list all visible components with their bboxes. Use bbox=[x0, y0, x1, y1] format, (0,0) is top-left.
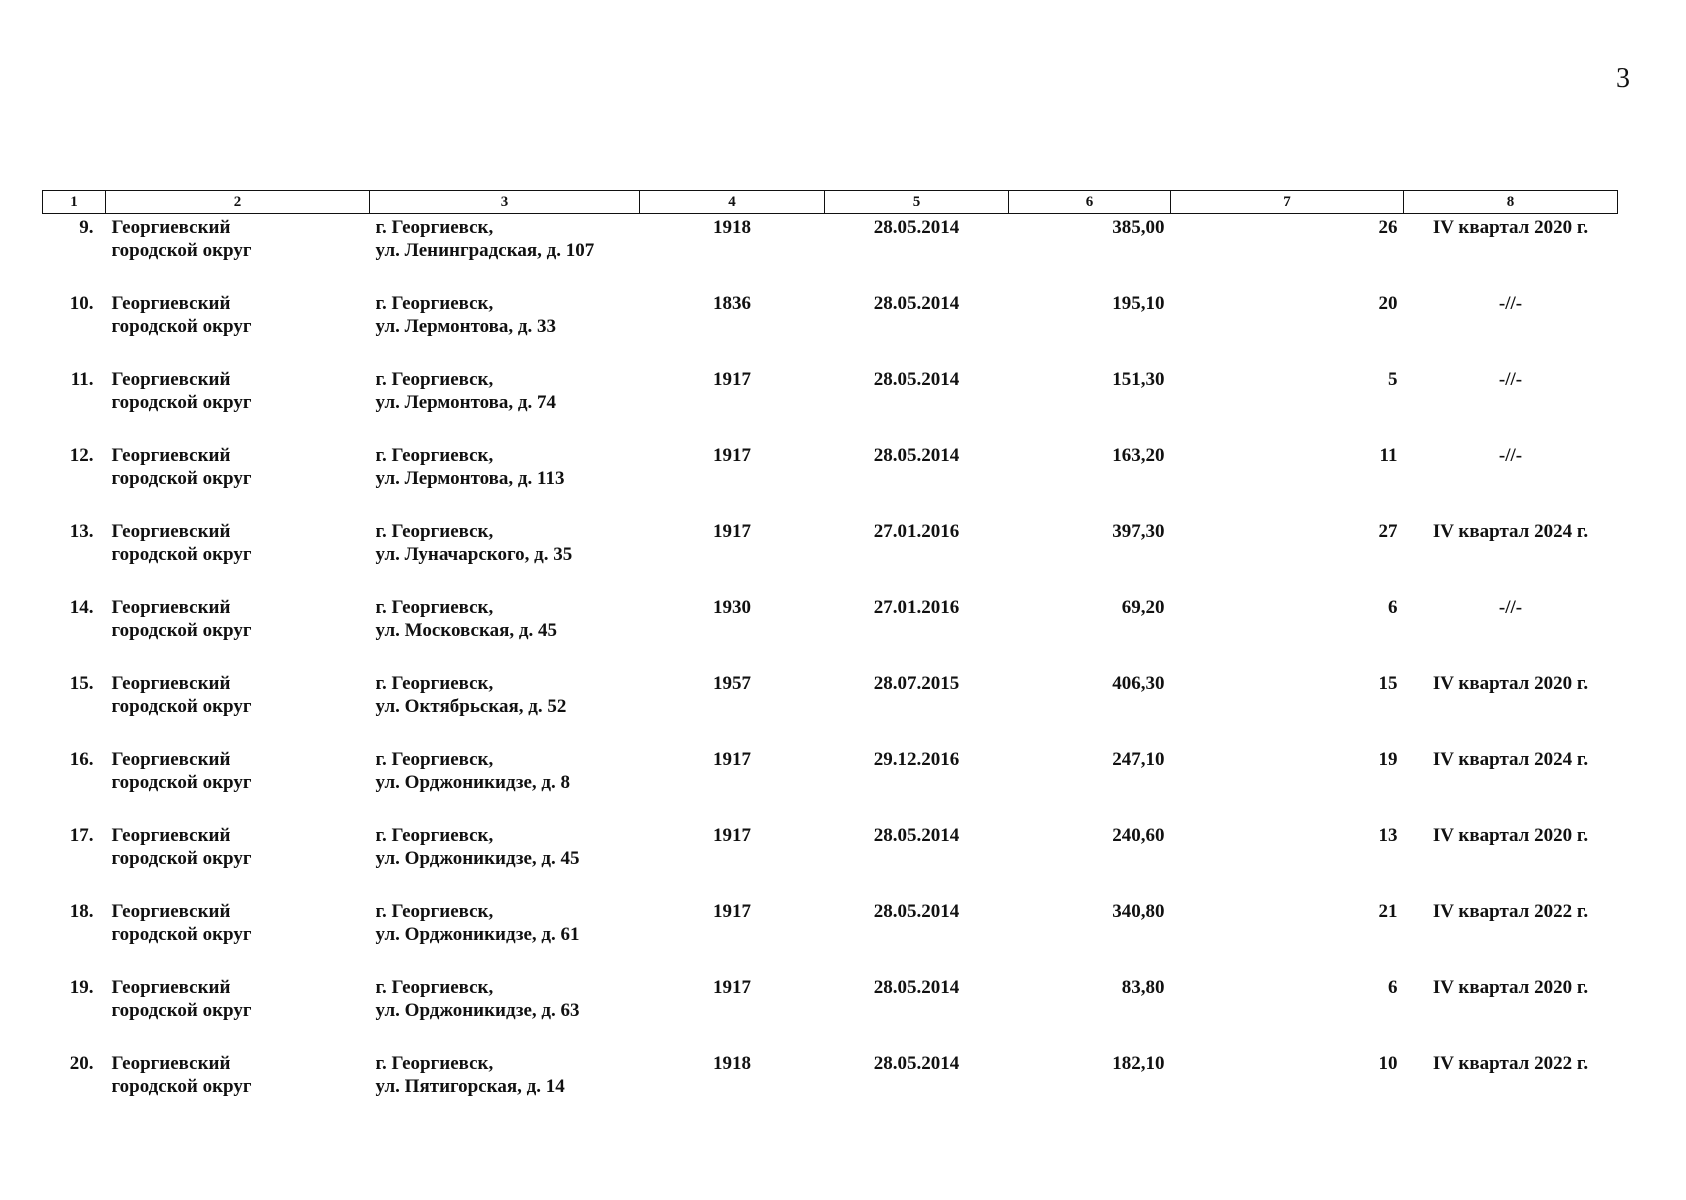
municipality-cell bbox=[106, 214, 370, 291]
table-row bbox=[43, 442, 1618, 518]
row-number: 14. bbox=[69, 597, 94, 618]
header-col-2: 2 bbox=[106, 191, 370, 214]
address-cell bbox=[370, 290, 640, 366]
date-cell: 27.01.2016 bbox=[873, 597, 960, 618]
address-street: ул. Орджоникидзе, д. 45 bbox=[375, 848, 580, 869]
date-cell: 28.05.2014 bbox=[873, 1053, 960, 1074]
deadline-cell: -//- bbox=[1498, 597, 1523, 618]
address-city: г. Георгиевск, bbox=[375, 369, 494, 390]
deadline-cell: -//- bbox=[1498, 293, 1523, 314]
municipality-cell bbox=[106, 746, 370, 822]
header-col-7: 7 bbox=[1171, 191, 1404, 214]
municipality-line: Георгиевский bbox=[111, 673, 231, 694]
address-cell bbox=[370, 442, 640, 518]
deadline-cell: IV квартал 2020 г. bbox=[1432, 825, 1589, 846]
header-col-5: 5 bbox=[825, 191, 1009, 214]
address-street: ул. Орджоникидзе, д. 63 bbox=[375, 1000, 580, 1021]
date-cell: 27.01.2016 bbox=[873, 521, 960, 542]
date-cell: 28.05.2014 bbox=[873, 445, 960, 466]
address-cell bbox=[370, 518, 640, 594]
municipality-line: Георгиевский bbox=[111, 597, 231, 618]
deadline-cell: IV квартал 2024 г. bbox=[1432, 521, 1589, 542]
municipality-line: городской округ bbox=[111, 1076, 252, 1097]
area-cell: 385,00 bbox=[1112, 217, 1165, 238]
count-cell: 21 bbox=[1378, 901, 1398, 922]
municipality-cell bbox=[106, 974, 370, 1050]
address-city: г. Георгиевск, bbox=[375, 293, 494, 314]
year-cell: 1918 bbox=[713, 217, 751, 238]
municipality-line: Георгиевский bbox=[111, 217, 231, 238]
table-row bbox=[43, 898, 1618, 974]
deadline-cell: IV квартал 2020 г. bbox=[1432, 217, 1589, 238]
column-number-header bbox=[43, 191, 1618, 214]
area-cell: 195,10 bbox=[1112, 293, 1165, 314]
municipality-line: Георгиевский bbox=[111, 825, 231, 846]
table-row bbox=[43, 214, 1618, 291]
deadline-cell: IV квартал 2022 г. bbox=[1432, 1053, 1589, 1074]
municipality-line: городской округ bbox=[111, 696, 252, 717]
date-cell: 28.05.2014 bbox=[873, 369, 960, 390]
year-cell: 1918 bbox=[713, 1053, 751, 1074]
municipality-line: Георгиевский bbox=[111, 1053, 231, 1074]
municipality-cell bbox=[106, 518, 370, 594]
area-cell: 69,20 bbox=[1121, 597, 1165, 618]
area-cell: 340,80 bbox=[1112, 901, 1165, 922]
area-cell: 397,30 bbox=[1112, 521, 1165, 542]
municipality-line: городской округ bbox=[111, 924, 252, 945]
header-col-6: 6 bbox=[1009, 191, 1171, 214]
year-cell: 1917 bbox=[713, 825, 751, 846]
date-cell: 28.05.2014 bbox=[873, 977, 960, 998]
address-city: г. Георгиевск, bbox=[375, 977, 494, 998]
area-cell: 151,30 bbox=[1112, 369, 1165, 390]
area-cell: 83,80 bbox=[1121, 977, 1165, 998]
area-cell: 247,10 bbox=[1112, 749, 1165, 770]
address-cell bbox=[370, 746, 640, 822]
address-cell bbox=[370, 670, 640, 746]
address-street: ул. Орджоникидзе, д. 61 bbox=[375, 924, 580, 945]
count-cell: 26 bbox=[1378, 217, 1398, 238]
municipality-line: городской округ bbox=[111, 240, 252, 261]
row-number: 13. bbox=[69, 521, 94, 542]
row-number: 16. bbox=[69, 749, 94, 770]
address-street: ул. Орджоникидзе, д. 8 bbox=[375, 772, 571, 793]
address-street: ул. Пятигорская, д. 14 bbox=[375, 1076, 565, 1097]
address-city: г. Георгиевск, bbox=[375, 521, 494, 542]
address-city: г. Георгиевск, bbox=[375, 749, 494, 770]
address-city: г. Георгиевск, bbox=[375, 673, 494, 694]
header-col-3: 3 bbox=[370, 191, 640, 214]
address-city: г. Георгиевск, bbox=[375, 445, 494, 466]
date-cell: 28.05.2014 bbox=[873, 901, 960, 922]
municipality-cell bbox=[106, 290, 370, 366]
address-street: ул. Лермонтова, д. 33 bbox=[375, 316, 557, 337]
municipality-line: Георгиевский bbox=[111, 293, 231, 314]
table-row bbox=[43, 746, 1618, 822]
table-row bbox=[43, 1050, 1618, 1126]
year-cell: 1957 bbox=[713, 673, 751, 694]
year-cell: 1930 bbox=[713, 597, 751, 618]
municipality-cell bbox=[106, 822, 370, 898]
table-row bbox=[43, 290, 1618, 366]
row-number: 15. bbox=[69, 673, 94, 694]
table-row bbox=[43, 670, 1618, 746]
area-cell: 406,30 bbox=[1112, 673, 1165, 694]
deadline-cell: IV квартал 2020 г. bbox=[1432, 673, 1589, 694]
count-cell: 13 bbox=[1378, 825, 1398, 846]
address-cell bbox=[370, 594, 640, 670]
count-cell: 11 bbox=[1379, 445, 1398, 466]
municipality-line: городской округ bbox=[111, 316, 252, 337]
row-number: 17. bbox=[69, 825, 94, 846]
address-city: г. Георгиевск, bbox=[375, 597, 494, 618]
municipality-cell bbox=[106, 898, 370, 974]
municipality-line: Георгиевский bbox=[111, 521, 231, 542]
deadline-cell: IV квартал 2020 г. bbox=[1432, 977, 1589, 998]
table-row bbox=[43, 974, 1618, 1050]
row-number: 20. bbox=[69, 1053, 94, 1074]
date-cell: 28.07.2015 bbox=[873, 673, 960, 694]
address-street: ул. Лермонтова, д. 74 bbox=[375, 392, 557, 413]
count-cell: 10 bbox=[1378, 1053, 1398, 1074]
row-number: 11. bbox=[70, 369, 94, 390]
address-city: г. Георгиевск, bbox=[375, 825, 494, 846]
table-body bbox=[43, 214, 1618, 1127]
row-number: 19. bbox=[69, 977, 94, 998]
municipality-line: Георгиевский bbox=[111, 901, 231, 922]
table-row bbox=[43, 518, 1618, 594]
address-cell bbox=[370, 974, 640, 1050]
row-number: 12. bbox=[69, 445, 94, 466]
address-street: ул. Лермонтова, д. 113 bbox=[375, 468, 565, 489]
date-cell: 28.05.2014 bbox=[873, 217, 960, 238]
year-cell: 1917 bbox=[713, 369, 751, 390]
municipality-line: городской округ bbox=[111, 1000, 252, 1021]
municipality-line: городской округ bbox=[111, 544, 252, 565]
municipality-cell bbox=[106, 670, 370, 746]
municipality-cell bbox=[106, 1050, 370, 1126]
municipality-line: городской округ bbox=[111, 620, 252, 641]
count-cell: 20 bbox=[1378, 293, 1398, 314]
housing-table bbox=[42, 190, 1618, 1126]
year-cell: 1917 bbox=[713, 977, 751, 998]
date-cell: 28.05.2014 bbox=[873, 825, 960, 846]
address-cell bbox=[370, 822, 640, 898]
header-col-4: 4 bbox=[640, 191, 825, 214]
table-row bbox=[43, 822, 1618, 898]
date-cell: 29.12.2016 bbox=[873, 749, 960, 770]
municipality-line: городской округ bbox=[111, 848, 252, 869]
year-cell: 1917 bbox=[713, 445, 751, 466]
address-street: ул. Луначарского, д. 35 bbox=[375, 544, 573, 565]
count-cell: 6 bbox=[1388, 977, 1398, 998]
year-cell: 1917 bbox=[713, 521, 751, 542]
municipality-line: Георгиевский bbox=[111, 445, 231, 466]
count-cell: 6 bbox=[1388, 597, 1398, 618]
header-col-8: 8 bbox=[1404, 191, 1618, 214]
address-cell bbox=[370, 366, 640, 442]
count-cell: 5 bbox=[1388, 369, 1398, 390]
year-cell: 1917 bbox=[713, 749, 751, 770]
address-city: г. Георгиевск, bbox=[375, 901, 494, 922]
address-street: ул. Московская, д. 45 bbox=[375, 620, 558, 641]
area-cell: 240,60 bbox=[1112, 825, 1165, 846]
table-row bbox=[43, 594, 1618, 670]
row-number: 10. bbox=[69, 293, 94, 314]
address-city: г. Георгиевск, bbox=[375, 217, 494, 238]
row-number: 18. bbox=[69, 901, 94, 922]
deadline-cell: IV квартал 2022 г. bbox=[1432, 901, 1589, 922]
header-col-1: 1 bbox=[43, 191, 106, 214]
table-row bbox=[43, 366, 1618, 442]
deadline-cell: IV квартал 2024 г. bbox=[1432, 749, 1589, 770]
address-city: г. Георгиевск, bbox=[375, 1053, 494, 1074]
year-cell: 1917 bbox=[713, 901, 751, 922]
area-cell: 163,20 bbox=[1112, 445, 1165, 466]
deadline-cell: -//- bbox=[1498, 445, 1523, 466]
municipality-line: Георгиевский bbox=[111, 369, 231, 390]
address-cell bbox=[370, 214, 640, 291]
year-cell: 1836 bbox=[713, 293, 751, 314]
address-street: ул. Октябрьская, д. 52 bbox=[375, 696, 567, 717]
municipality-cell bbox=[106, 366, 370, 442]
deadline-cell: -//- bbox=[1498, 369, 1523, 390]
count-cell: 15 bbox=[1378, 673, 1398, 694]
municipality-line: Георгиевский bbox=[111, 749, 231, 770]
municipality-line: городской округ bbox=[111, 772, 252, 793]
count-cell: 19 bbox=[1378, 749, 1398, 770]
municipality-line: городской округ bbox=[111, 468, 252, 489]
municipality-line: Георгиевский bbox=[111, 977, 231, 998]
address-street: ул. Ленинградская, д. 107 bbox=[375, 240, 595, 261]
address-cell bbox=[370, 1050, 640, 1126]
row-number: 9. bbox=[79, 217, 94, 238]
count-cell: 27 bbox=[1378, 521, 1398, 542]
page-number: 3 bbox=[1616, 63, 1630, 94]
municipality-cell bbox=[106, 594, 370, 670]
address-cell bbox=[370, 898, 640, 974]
municipality-line: городской округ bbox=[111, 392, 252, 413]
municipality-cell bbox=[106, 442, 370, 518]
area-cell: 182,10 bbox=[1112, 1053, 1165, 1074]
date-cell: 28.05.2014 bbox=[873, 293, 960, 314]
